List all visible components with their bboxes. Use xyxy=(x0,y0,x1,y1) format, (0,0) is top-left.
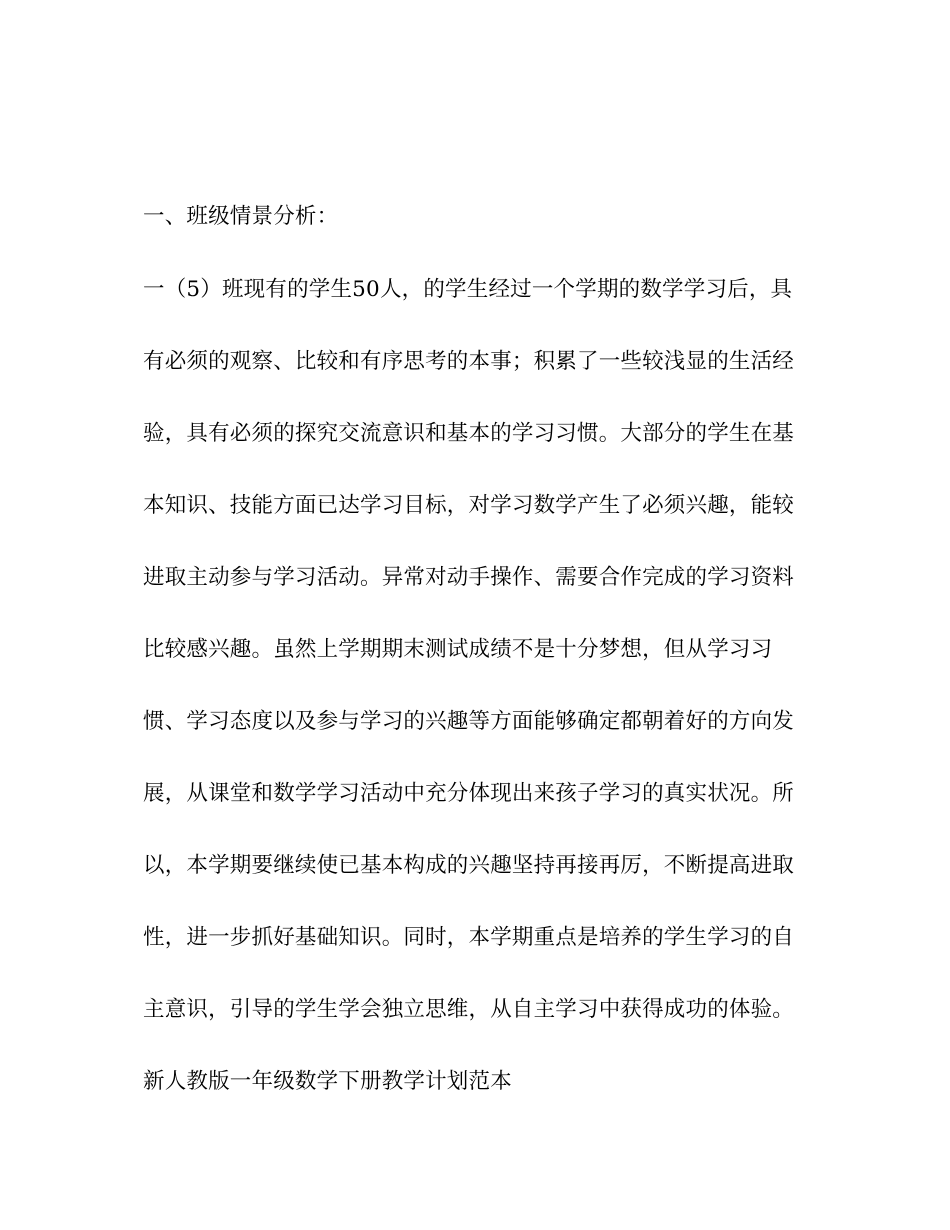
paragraph-line: 惯、学习态度以及参与学习的兴趣等方面能够确定都朝着好的方向发 xyxy=(143,709,795,734)
paragraph-line: 性，进一步抓好基础知识。同时，本学期重点是培养的学生学习的自 xyxy=(143,925,795,950)
paragraph-line: 主意识，引导的学生学会独立思维，从自主学习中获得成功的体验。 xyxy=(143,997,795,1022)
document-title-footer: 新人教版一年级数学下册教学计划范本 xyxy=(143,1069,512,1094)
paragraph-line: 一（5）班现有的学生50人，的学生经过一个学期的数学学习后，具 xyxy=(143,277,793,302)
paragraph-line: 进取主动参与学习活动。异常对动手操作、需要合作完成的学习资料 xyxy=(143,565,795,590)
section-heading: 一、班级情景分析： xyxy=(143,204,339,229)
paragraph-line: 以，本学期要继续使已基本构成的兴趣坚持再接再厉，不断提高进取 xyxy=(143,853,795,878)
paragraph-line: 有必须的观察、比较和有序思考的本事；积累了一些较浅显的生活经 xyxy=(143,349,795,374)
paragraph-line: 展，从课堂和数学学习活动中充分体现出来孩子学习的真实状况。所 xyxy=(143,781,795,806)
paragraph-line: 本知识、技能方面已达学习目标，对学习数学产生了必须兴趣，能较 xyxy=(143,493,795,518)
paragraph-line: 验，具有必须的探究交流意识和基本的学习习惯。大部分的学生在基 xyxy=(143,421,795,446)
paragraph-line: 比较感兴趣。虽然上学期期末测试成绩不是十分梦想，但从学习习 xyxy=(143,637,773,662)
